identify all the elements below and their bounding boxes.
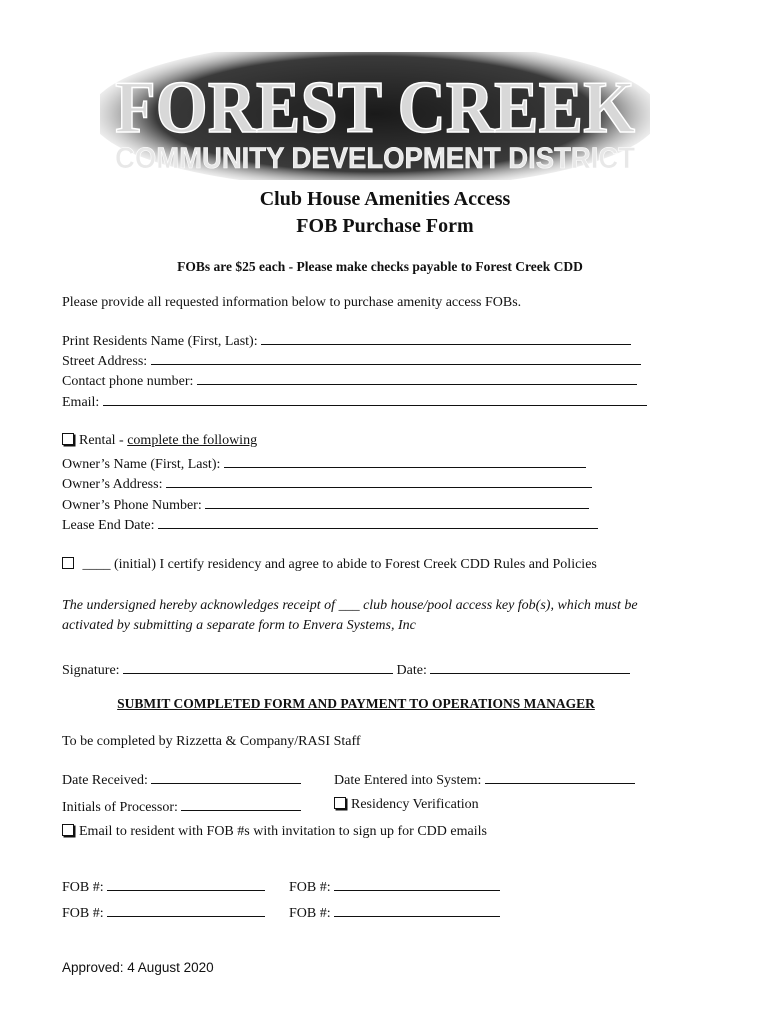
email-resident-row bbox=[62, 823, 487, 841]
email-resident-label: Email to resident with FOB #s with invitation to sign up for CDD emails bbox=[79, 824, 487, 839]
date-received-row bbox=[62, 769, 301, 790]
lease-end-field[interactable] bbox=[158, 514, 598, 529]
submit-heading: SUBMIT COMPLETED FORM AND PAYMENT TO OPERATIONS MANAGER bbox=[117, 696, 595, 711]
resident-name-field[interactable] bbox=[261, 330, 631, 345]
initials-field[interactable] bbox=[181, 796, 301, 811]
rental-checkbox[interactable] bbox=[62, 433, 74, 445]
date-entered-row bbox=[334, 769, 635, 790]
certify-checkbox[interactable] bbox=[62, 557, 74, 569]
lease-end-label: Lease End Date: bbox=[62, 518, 155, 533]
rental-instruction: complete the following bbox=[127, 433, 258, 448]
form-title-line2: FOB Purchase Form bbox=[296, 215, 474, 237]
fob-count-blank[interactable]: ___ bbox=[338, 598, 360, 613]
fob-label: FOB #: bbox=[289, 906, 331, 921]
approval-footer: Approved: 4 August 2020 bbox=[62, 960, 214, 975]
street-address-row bbox=[62, 350, 641, 371]
fob-field-4[interactable] bbox=[334, 902, 500, 917]
email-resident-checkbox[interactable] bbox=[62, 824, 74, 836]
owner-address-label: Owner’s Address: bbox=[62, 477, 163, 492]
owner-name-label: Owner’s Name (First, Last): bbox=[62, 457, 221, 472]
fob-label: FOB #: bbox=[62, 906, 104, 921]
street-address-label: Street Address: bbox=[62, 354, 148, 369]
fob-row-2-left bbox=[62, 902, 265, 923]
certify-initial-blank[interactable]: ____ bbox=[82, 557, 111, 572]
rental-row bbox=[62, 432, 257, 450]
street-address-field[interactable] bbox=[151, 350, 641, 365]
acknowledge-part1: The undersigned hereby acknowledges receipt of bbox=[62, 598, 336, 613]
residency-verification-checkbox[interactable] bbox=[334, 797, 346, 809]
date-entered-field[interactable] bbox=[485, 769, 635, 784]
acknowledge-line2: activated by submitting a separate form to Envera Systems, Inc bbox=[62, 618, 416, 633]
certify-text: (initial) I certify residency and agree to abide to Forest Creek CDD Rules and Policies bbox=[114, 557, 597, 572]
fob-row-1-right bbox=[289, 876, 500, 897]
fob-label: FOB #: bbox=[62, 880, 104, 895]
contact-phone-field[interactable] bbox=[197, 370, 637, 385]
logo-line2: COMMUNITY DEVELOPMENT DISTRICT bbox=[115, 142, 635, 175]
fob-field-1[interactable] bbox=[107, 876, 265, 891]
fob-row-1-left bbox=[62, 876, 265, 897]
email-field[interactable] bbox=[103, 391, 647, 406]
email-row bbox=[62, 391, 647, 412]
fob-field-3[interactable] bbox=[107, 902, 265, 917]
staff-note: To be completed by Rizzetta & Company/RASI Staff bbox=[62, 734, 361, 749]
price-note: FOBs are $25 each - Please make checks payable to Forest Creek CDD bbox=[177, 259, 583, 274]
rental-label: Rental - bbox=[79, 433, 128, 448]
date-field[interactable] bbox=[430, 659, 630, 674]
acknowledge-line1 bbox=[62, 597, 638, 615]
initials-label: Initials of Processor: bbox=[62, 800, 178, 815]
lease-end-row bbox=[62, 514, 598, 535]
date-received-label: Date Received: bbox=[62, 773, 148, 788]
owner-address-field[interactable] bbox=[166, 473, 592, 488]
signature-row bbox=[62, 659, 630, 680]
fob-field-2[interactable] bbox=[334, 876, 500, 891]
owner-phone-label: Owner’s Phone Number: bbox=[62, 498, 202, 513]
owner-name-field[interactable] bbox=[224, 453, 586, 468]
fob-label: FOB #: bbox=[289, 880, 331, 895]
date-received-field[interactable] bbox=[151, 769, 301, 784]
signature-field[interactable] bbox=[123, 659, 393, 674]
fob-row-2-right bbox=[289, 902, 500, 923]
certify-row bbox=[62, 556, 597, 574]
owner-phone-row bbox=[62, 494, 589, 515]
acknowledge-part2: club house/pool access key fob(s), which must be bbox=[363, 598, 638, 613]
email-label: Email: bbox=[62, 395, 100, 410]
owner-name-row bbox=[62, 453, 586, 474]
residency-verification-row bbox=[334, 796, 479, 814]
date-entered-label: Date Entered into System: bbox=[334, 773, 482, 788]
date-label: Date: bbox=[396, 663, 427, 678]
intro-text: Please provide all requested information below to purchase amenity access FOBs. bbox=[62, 295, 522, 310]
form-title-line1: Club House Amenities Access bbox=[259, 188, 511, 210]
owner-phone-field[interactable] bbox=[205, 494, 589, 509]
resident-name-label: Print Residents Name (First, Last): bbox=[62, 334, 258, 349]
logo-line1: FOREST CREEK bbox=[115, 67, 635, 149]
signature-label: Signature: bbox=[62, 663, 120, 678]
contact-phone-row bbox=[62, 370, 637, 391]
resident-name-row bbox=[62, 330, 631, 351]
owner-address-row bbox=[62, 473, 592, 494]
initials-row bbox=[62, 796, 301, 817]
contact-phone-label: Contact phone number: bbox=[62, 374, 194, 389]
forest-creek-logo bbox=[100, 52, 650, 180]
residency-verification-label: Residency Verification bbox=[351, 797, 479, 812]
